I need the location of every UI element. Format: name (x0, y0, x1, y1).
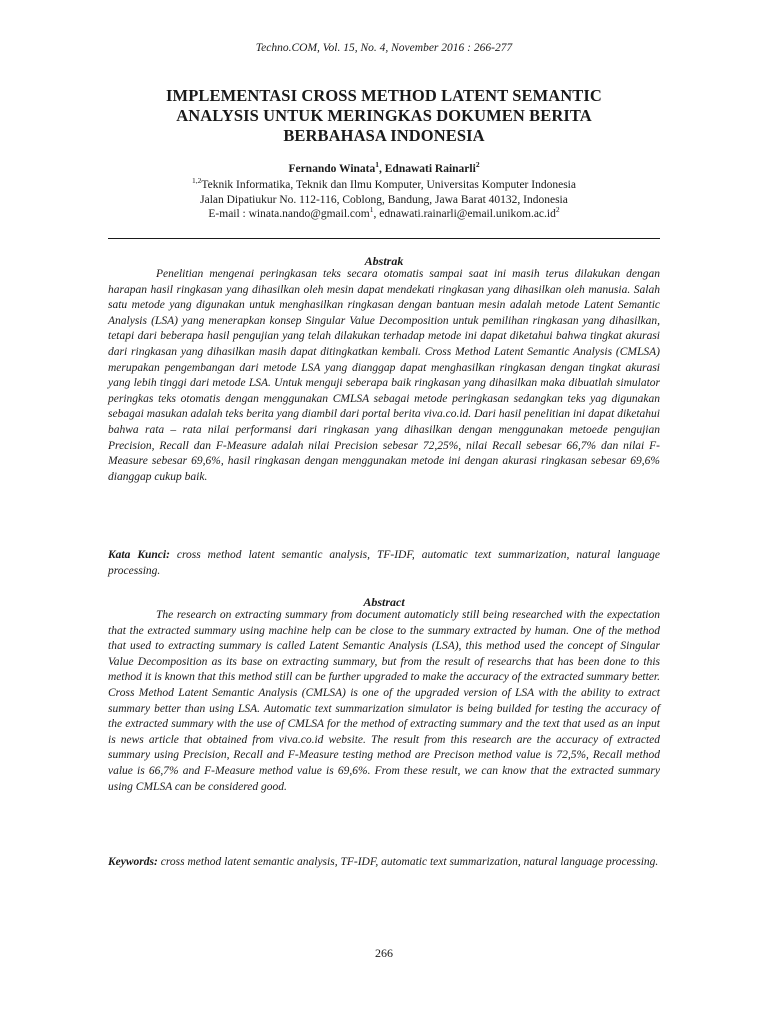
email-superscript: 1 (369, 205, 374, 215)
title-line: ANALYSIS UNTUK MERINGKAS DOKUMEN BERITA (176, 106, 592, 125)
abstrak-body (108, 267, 660, 485)
kata-kunci-text: cross method latent semantic analysis, TF-IDF, automatic text summarization, natural language processing. (108, 549, 660, 577)
email-text: E-mail : winata.nando@gmail.com (208, 208, 370, 220)
affiliation-block (108, 178, 660, 222)
author-superscript: 1 (375, 160, 379, 170)
keywords-text: cross method latent semantic analysis, TF-IDF, automatic text summarization, natural language processing. (157, 856, 659, 868)
paper-title (108, 86, 660, 146)
email-line (108, 207, 660, 222)
author-separator: , (379, 163, 385, 175)
running-head: Techno.COM, Vol. 15, No. 4, November 2016 : 266-277 (255, 42, 513, 54)
affiliation-line (108, 178, 660, 193)
keywords-label: Keywords: (108, 856, 158, 868)
page-number: 266 (375, 946, 393, 960)
abstract-body (108, 608, 660, 795)
title-line: BERBAHASA INDONESIA (283, 126, 485, 145)
header-divider (108, 238, 660, 239)
email-superscript: 2 (555, 205, 560, 215)
author-superscript: 2 (475, 160, 480, 170)
kata-kunci-label: Kata Kunci: (108, 549, 170, 561)
affiliation-superscript: 1,2 (192, 176, 202, 186)
address-line: Jalan Dipatiukur No. 112-116, Coblong, Bandung, Jawa Barat 40132, Indonesia (200, 193, 568, 206)
paper-page (108, 0, 660, 1024)
author-name: Fernando Winata (288, 163, 376, 175)
title-line: IMPLEMENTASI CROSS METHOD LATENT SEMANTIC (166, 86, 602, 105)
author-name: Ednawati Rainarli (384, 163, 476, 175)
abstrak-heading: Abstrak (364, 254, 404, 268)
abstract-paragraph: The research on extracting summary from document automaticly still being researched with the expectation that the extracted summary using machine help can be close to the summary extracted by human. One of the method that used to extracting summary is called Latent Semantic Analysis (LSA), this method used the concept of Singular Value Decomposition as its base on extracting summary, but from the result of researchs that has been done to this method it is known that this method still can be further upgraded to make the accuracy of the extracted summary better. Cross Method Latent Semantic Analysis (CMLSA) is one of the upgraded version of LSA with the ability to extract summary better than using LSA. Automatic text summarization simulator is being builded for testing the accuracy of the extracted summary with the use of CMLSA for the method of extracting summary and the text that used as an input is news article that obtained from viva.co.id website. The result from this research are the accuracy of extracted summary using Precision, Recall and F-Measure testing method are Precison method value is 72,5%, Recall method value is 66,7% and F-Measure method value is 69,6%. From these result, we can know that the extracted summary using CMLSA can be considered good. (108, 609, 660, 793)
kata-kunci (108, 548, 660, 579)
author-list (108, 162, 660, 176)
affiliation-text: Teknik Informatika, Teknik dan Ilmu Komputer, Universitas Komputer Indonesia (201, 179, 576, 191)
abstract-heading: Abstract (363, 595, 405, 609)
email-text: , ednawati.rainarli@email.unikom.ac.id (373, 208, 556, 220)
abstrak-paragraph: Penelitian mengenai peringkasan teks secara otomatis sampai saat ini masih terus dilakukan dengan harapan hasil ringkasan yang dihasilkan oleh mesin dapat mendekati ringkasan yang dihasilkan oleh manusia. Salah satu metode yang digunakan untuk menghasilkan ringkasan dengan bantuan mesin adalah metode Latent Semantic Analysis (LSA) yang menerapkan konsep Singular Value Decomposition untuk pemilihan ringkasan yang dihasilkan, tetapi dari beberapa hasil pengujian yang telah dilakukan terhadap metode ini dapat diketahui bahwa tingkat akurasi dari ringkasan yang dihasilkan masih dapat ditingkatkan kembali. Cross Method Latent Semantic Analysis (CMLSA) merupakan pengembangan dari metode LSA yang dianggap dapat menghasilkan ringkasan dengan tingkat akurasi yang lebih tinggi dari metode LSA. Untuk menguji seberapa baik ringkasan yang dihasilkan maka dibuatlah simulator peringkas teks otomatis dengan menggunakan CMLSA sebagai metode peringkasan sedangkan teks yag digunakan sebagai masukan adalah teks berita yang diambil dari portal berita viva.co.id. Dari hasil penelitian ini dapat diketahui bahwa rata – rata nilai performansi dari ringkasan yang dihasilkan dengan menggunakan metoede pengujian Precision, Recall dan F-Measure adalah nilai Precision sebesar 72,25%, nilai Recall sebesar 66,7% dan nilai F-Measure sebesar 69,6%, hasil ringkasan dengan menggunakan metode ini dengan akurasi ringkasan sebesar 69,6% dianggap cukup baik. (108, 268, 660, 483)
keywords (108, 855, 660, 871)
